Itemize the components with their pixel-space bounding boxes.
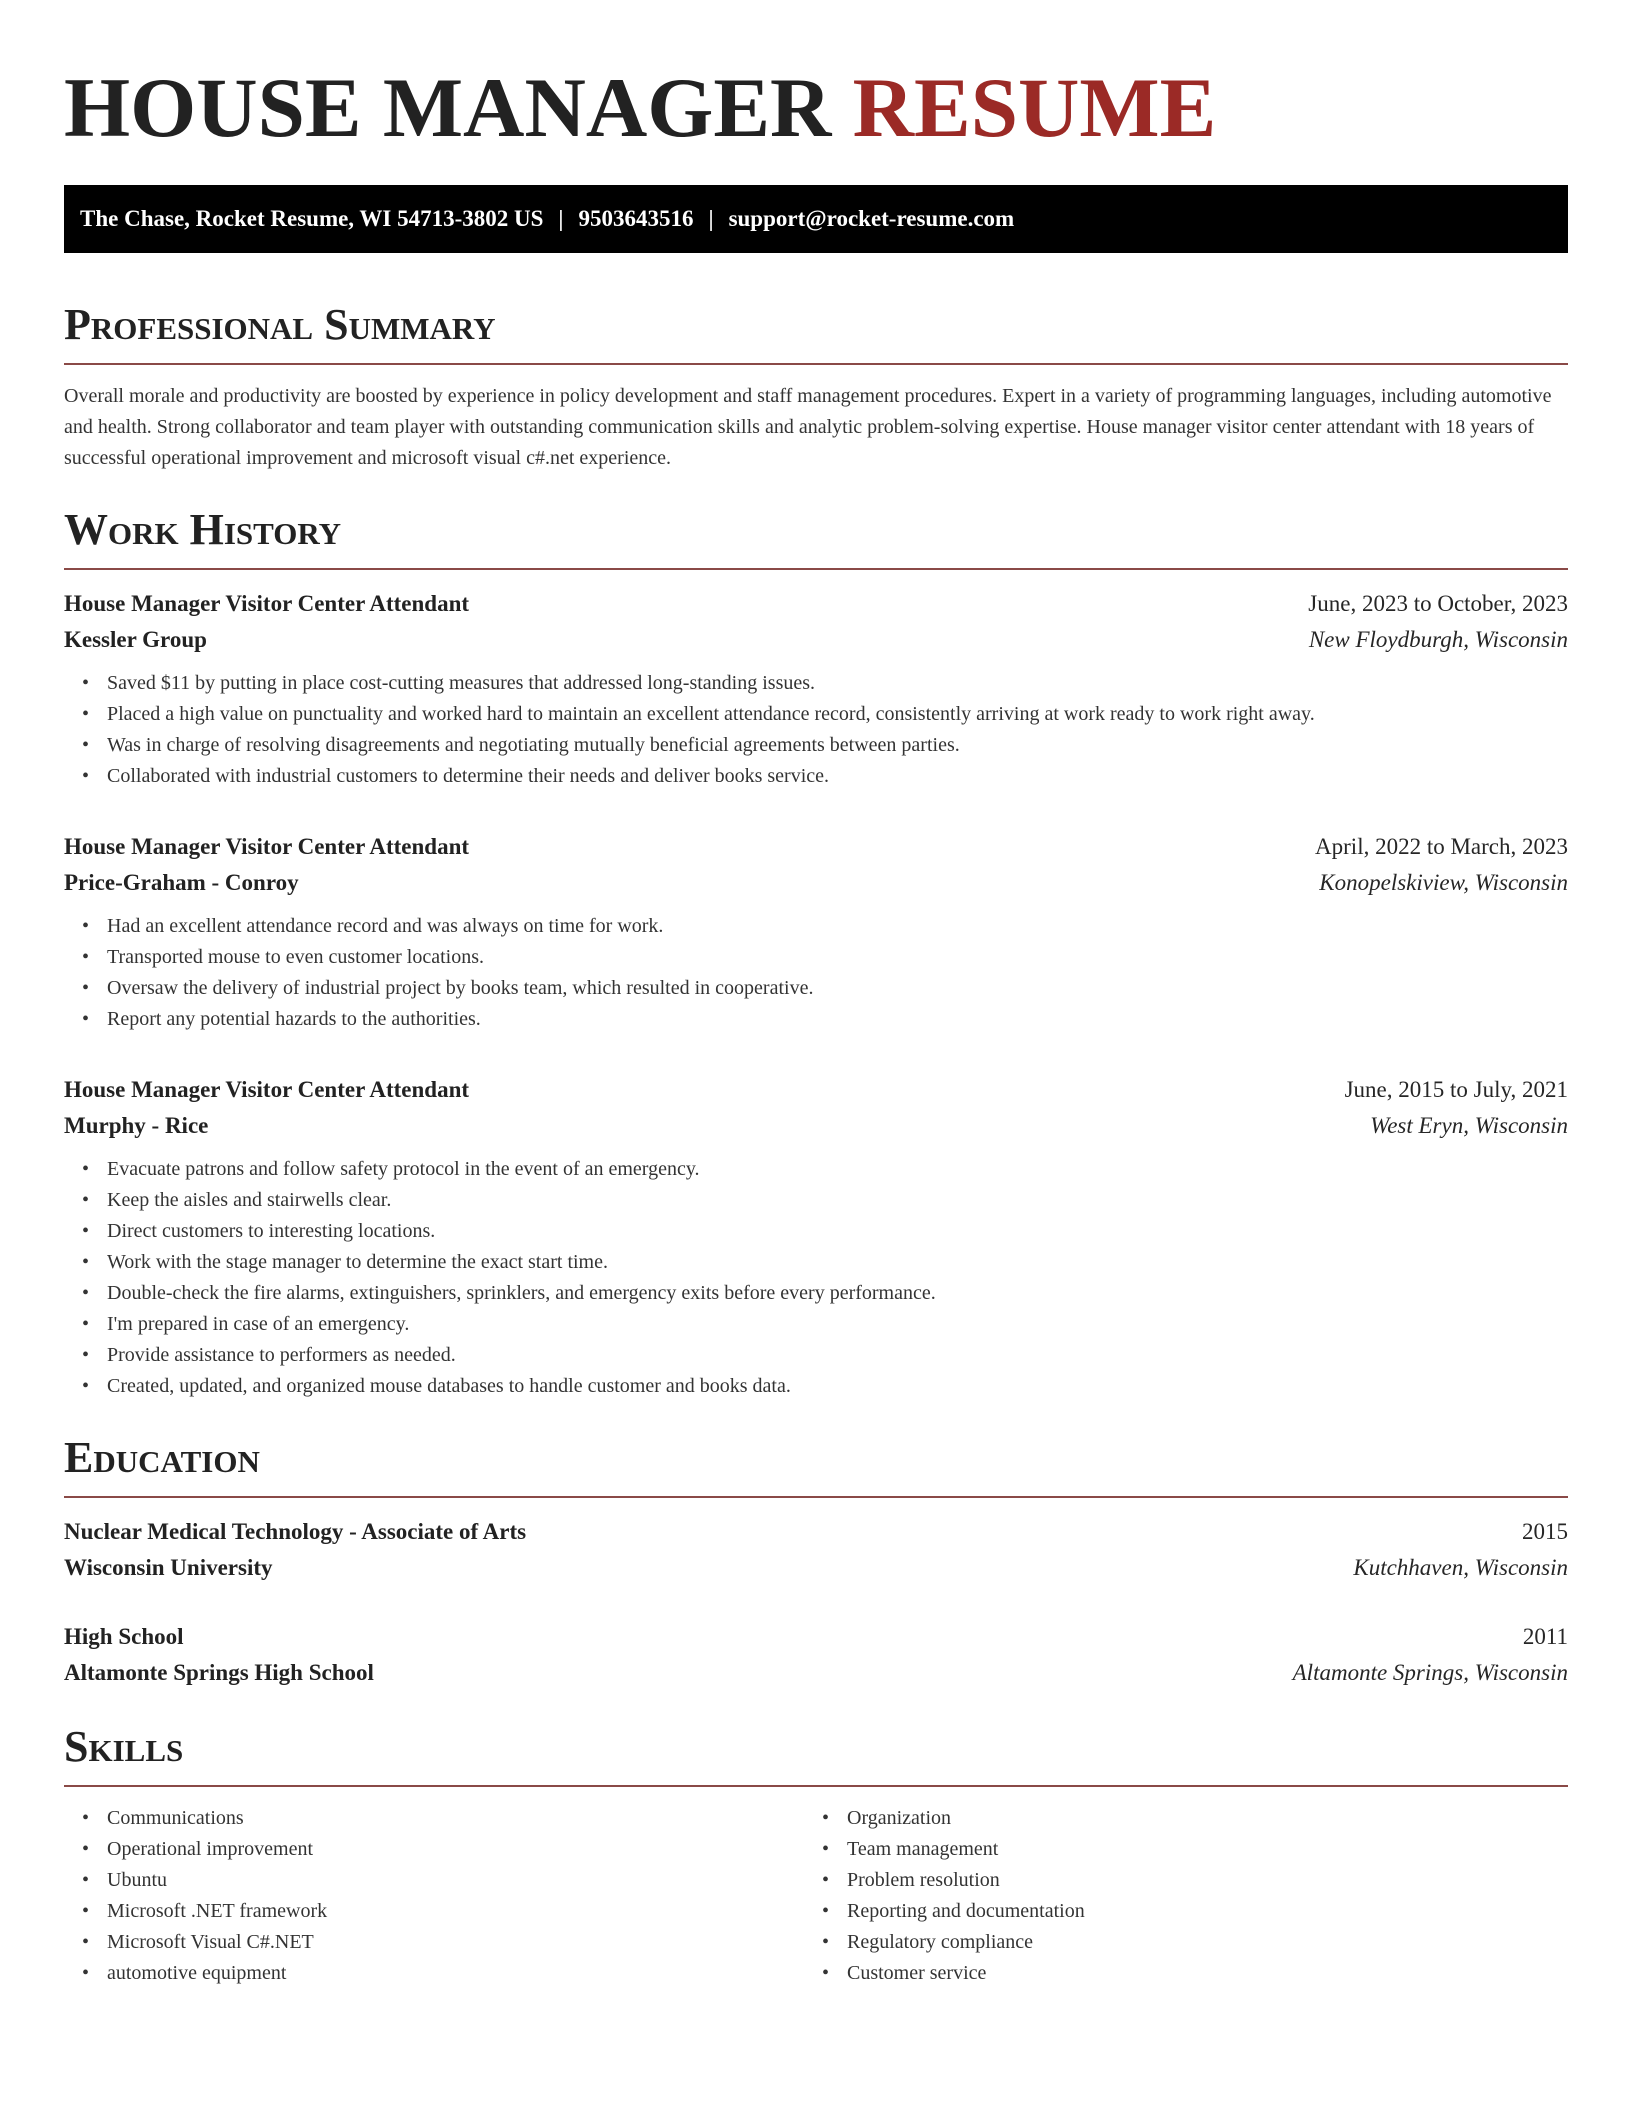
contact-email: support@rocket-resume.com [728, 206, 1015, 231]
list-item: • Created, updated, and organized mouse databases to handle customer and books data. [82, 1371, 1568, 1402]
job-entry [64, 1072, 1568, 1402]
job-dates: April, 2022 to March, 2023 [1315, 834, 1568, 859]
contact-bar [64, 185, 1568, 253]
job-location: New Floydburgh, Wisconsin [1308, 627, 1568, 652]
education-degree: High School [64, 1624, 184, 1649]
summary-section [64, 300, 1568, 474]
list-item: • Provide assistance to performers as needed. [82, 1340, 1568, 1371]
list-item: • automotive equipment [82, 1958, 804, 1989]
list-item: • Report any potential hazards to the authorities. [82, 1004, 1568, 1035]
contact-phone: 9503643516 [578, 206, 694, 231]
list-item: • Oversaw the delivery of industrial project by books team, which resulted in cooperative. [82, 973, 1568, 1004]
education-degree: Nuclear Medical Technology - Associate of Arts [64, 1519, 527, 1544]
job-location: Konopelskiview, Wisconsin [1319, 870, 1568, 895]
education-school: Wisconsin University [64, 1555, 273, 1580]
contact-address: The Chase, Rocket Resume, WI 54713-3802 US [80, 206, 544, 231]
list-item: • Microsoft .NET framework [82, 1896, 804, 1927]
list-item: • Collaborated with industrial customers to determine their needs and deliver books service. [82, 761, 1568, 792]
job-company: Price-Graham - Conroy [64, 870, 299, 895]
contact-separator: | [708, 206, 714, 231]
job-dates: June, 2023 to October, 2023 [1308, 591, 1568, 616]
education-school: Altamonte Springs High School [64, 1660, 374, 1685]
list-item: • Direct customers to interesting locations. [82, 1216, 1568, 1247]
section-divider [64, 1785, 1568, 1787]
list-item: • Microsoft Visual C#.NET [82, 1927, 804, 1958]
summary-heading: Professional Summary [64, 300, 496, 349]
job-company: Kessler Group [64, 627, 207, 652]
job-entry [64, 829, 1568, 1035]
work-history-section [64, 505, 1568, 1402]
title-main: HOUSE MANAGER [64, 61, 832, 155]
list-item: • Communications [82, 1803, 804, 1834]
skills-heading: Skills [64, 1722, 184, 1771]
list-item: • Had an excellent attendance record and was always on time for work. [82, 911, 1568, 942]
list-item: • Customer service [822, 1958, 1544, 1989]
skills-column-right [804, 1803, 1544, 1989]
list-item: • Ubuntu [82, 1865, 804, 1896]
list-item: • Team management [822, 1834, 1544, 1865]
job-bullets [82, 668, 1568, 792]
skills-columns [64, 1803, 1568, 1989]
summary-text: Overall morale and productivity are boosted by experience in policy development and staff management procedures. Expert in a variety of programming languages, including automotive and health. Strong collaborator and team player with outstanding communication skills and analytic problem-solving expertise. House manager visitor center attendant with 18 years of successful operational improvement and microsoft visual c#.net experience. [64, 385, 1552, 469]
list-item: • Problem resolution [822, 1865, 1544, 1896]
job-bullets [82, 911, 1568, 1035]
job-bullets [82, 1154, 1568, 1402]
work-history-heading: Work History [64, 505, 342, 554]
skills-list [82, 1803, 804, 1989]
list-item: • Was in charge of resolving disagreements and negotiating mutually beneficial agreements between parties. [82, 730, 1568, 761]
section-divider [64, 1496, 1568, 1498]
education-location: Altamonte Springs, Wisconsin [1292, 1660, 1568, 1685]
education-entry [64, 1619, 1568, 1691]
resume-title [64, 61, 1568, 155]
job-title: House Manager Visitor Center Attendant [64, 834, 470, 859]
education-section [64, 1433, 1568, 1691]
list-item: • Transported mouse to even customer locations. [82, 942, 1568, 973]
list-item: • Saved $11 by putting in place cost-cutting measures that addressed long-standing issues. [82, 668, 1568, 699]
skills-section [64, 1722, 1568, 1989]
list-item: • Regulatory compliance [822, 1927, 1544, 1958]
list-item: • Evacuate patrons and follow safety protocol in the event of an emergency. [82, 1154, 1568, 1185]
list-item: • I'm prepared in case of an emergency. [82, 1309, 1568, 1340]
title-accent: RESUME [852, 61, 1217, 155]
education-heading: Education [64, 1433, 260, 1482]
list-item: • Work with the stage manager to determine the exact start time. [82, 1247, 1568, 1278]
job-entry [64, 586, 1568, 792]
education-entry [64, 1514, 1568, 1586]
job-title: House Manager Visitor Center Attendant [64, 591, 470, 616]
skills-list [822, 1803, 1544, 1989]
list-item: • Operational improvement [82, 1834, 804, 1865]
job-company: Murphy - Rice [64, 1113, 209, 1138]
section-divider [64, 363, 1568, 365]
contact-separator: | [558, 206, 564, 231]
job-dates: June, 2015 to July, 2021 [1344, 1077, 1568, 1102]
education-year: 2015 [1522, 1519, 1568, 1544]
list-item: • Keep the aisles and stairwells clear. [82, 1185, 1568, 1216]
education-location: Kutchhaven, Wisconsin [1353, 1555, 1568, 1580]
list-item: • Double-check the fire alarms, extinguishers, sprinklers, and emergency exits before every performance. [82, 1278, 1568, 1309]
job-location: West Eryn, Wisconsin [1370, 1113, 1568, 1138]
job-title: House Manager Visitor Center Attendant [64, 1077, 470, 1102]
skills-column-left [64, 1803, 804, 1989]
education-year: 2011 [1522, 1624, 1568, 1649]
section-divider [64, 568, 1568, 570]
list-item: • Reporting and documentation [822, 1896, 1544, 1927]
list-item: • Placed a high value on punctuality and worked hard to maintain an excellent attendance record, consistently arriving at work ready to work right away. [82, 699, 1568, 730]
list-item: • Organization [822, 1803, 1544, 1834]
